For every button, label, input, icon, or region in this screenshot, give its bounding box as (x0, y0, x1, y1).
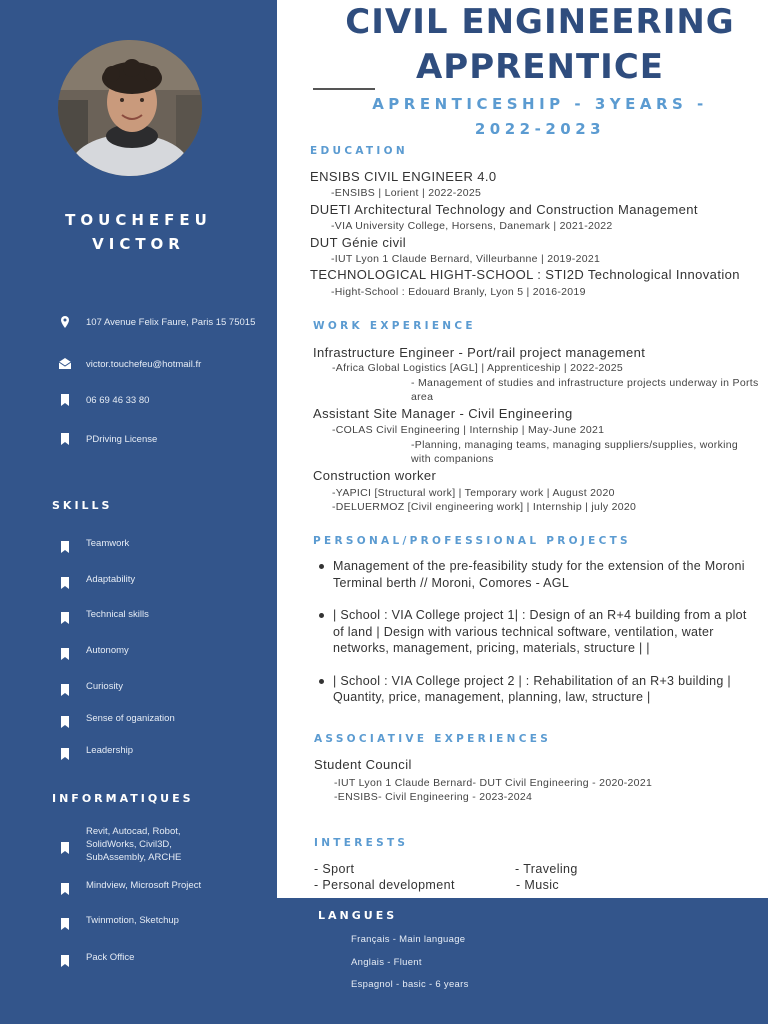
bookmark-icon (60, 915, 70, 927)
work-detail: -YAPICI [Structural work] | Temporary work | August 2020 (332, 487, 615, 499)
work-detail: -DELUERMOZ [Civil engineering work] | Internship | july 2020 (332, 501, 637, 513)
interests-heading: INTERESTS (314, 837, 409, 849)
langues-heading: LANGUES (318, 909, 398, 922)
skill-item (60, 680, 270, 693)
page-title-line2: APPRENTICE (415, 47, 665, 87)
address-text: 107 Avenue Felix Faure, Paris 15 75015 (86, 317, 256, 328)
work-task: - Management of studies and infrastructure projects underway in Ports area (411, 377, 759, 403)
envelope-icon (58, 356, 72, 370)
subtitle-line1: APRENTICESHIP - 3YEARS - (372, 95, 708, 113)
skill-item (60, 573, 270, 586)
skill-item (60, 744, 270, 757)
software-label: Pack Office (86, 952, 135, 963)
bookmark-icon (60, 574, 70, 586)
software-item (60, 951, 270, 964)
associative-detail: -IUT Lyon 1 Claude Bernard- DUT Civil Engineering - 2020-2021 (334, 777, 653, 789)
profile-photo (58, 40, 202, 176)
name-first-line: TOUCHEFEU (65, 211, 212, 229)
education-heading: EDUCATION (310, 145, 408, 157)
bookmark-icon (60, 538, 70, 550)
email-text[interactable]: victor.touchefeu@hotmail.fr (86, 359, 202, 370)
language-item: Français - Main language (351, 934, 466, 945)
skill-label: Sense of oganization (86, 713, 175, 724)
education-detail: -VIA University College, Horsens, Danemark | 2021-2022 (331, 220, 613, 232)
bookmark-icon (60, 609, 70, 621)
license-text: PDriving License (86, 434, 158, 445)
work-task: -Planning, managing teams, managing suppliers/supplies, working with companions (411, 439, 739, 465)
location-pin-icon (58, 314, 72, 328)
software-item (60, 879, 270, 892)
software-label: Twinmotion, Sketchup (86, 915, 179, 926)
bookmark-icon (60, 645, 70, 657)
title-divider (313, 88, 375, 90)
interest-item: - Sport (314, 862, 355, 876)
associative-heading: ASSOCIATIVE EXPERIENCES (314, 733, 552, 745)
bookmark-icon (60, 839, 70, 851)
software-label: Mindview, Microsoft Project (86, 880, 202, 891)
bookmark-icon (60, 713, 70, 725)
skill-label: Teamwork (86, 538, 130, 549)
subtitle-line2: 2022-2023 (474, 120, 606, 138)
informatiques-heading: INFORMATIQUES (52, 792, 194, 805)
education-title: TECHNOLOGICAL HIGHT-SCHOOL : STI2D Technological Innovation (310, 267, 740, 282)
contact-email[interactable] (58, 358, 268, 371)
bookmark-icon (60, 681, 70, 693)
contact-phone (58, 394, 268, 407)
software-item (60, 825, 270, 864)
skill-label: Leadership (86, 745, 134, 756)
associative-title: Student Council (314, 757, 412, 772)
bookmark-icon (60, 880, 70, 892)
language-item: Espagnol - basic - 6 years (351, 979, 469, 990)
work-detail: -Africa Global Logistics [AGL] | Apprenticeship | 2022-2025 (332, 362, 624, 374)
bookmark-icon (60, 745, 70, 757)
bookmark-icon (58, 431, 72, 445)
skills-heading: SKILLS (52, 499, 113, 512)
work-detail: -COLAS Civil Engineering | Internship | May-June 2021 (332, 424, 605, 436)
list-item: Management of the pre-feasibility study for the extension of the Moroni Terminal berth // Moroni, Comores - AGL (333, 558, 753, 591)
bookmark-icon (60, 952, 70, 964)
list-item: | School : VIA College project 2 | : Rehabilitation of an R+3 building | Quantity, price, management, planning, law, structure | (333, 673, 753, 706)
work-title: Assistant Site Manager - Civil Engineering (313, 406, 573, 421)
contact-address (58, 316, 268, 329)
work-title: Construction worker (313, 468, 437, 483)
interest-item: - Music (516, 878, 560, 892)
skill-label: Curiosity (86, 681, 123, 692)
bookmark-icon (58, 392, 72, 406)
work-title: Infrastructure Engineer - Port/rail project management (313, 345, 646, 360)
education-title: ENSIBS CIVIL ENGINEER 4.0 (310, 169, 497, 184)
skill-label: Adaptability (86, 574, 136, 585)
name-second-line: VICTOR (92, 235, 185, 253)
skill-label: Autonomy (86, 645, 129, 656)
skill-item (60, 644, 270, 657)
software-item (60, 914, 270, 927)
education-title: DUT Génie civil (310, 235, 407, 250)
education-detail: -Hight-School : Edouard Branly, Lyon 5 | 2016-2019 (331, 286, 586, 298)
list-item: | School : VIA College project 1| : Design of an R+4 building from a plot of land | Design with various technical software, ventilation, water networks, management, pricing, materials, structure | | (333, 607, 753, 657)
associative-detail: -ENSIBS- Civil Engineering - 2023-2024 (334, 791, 533, 803)
projects-heading: PERSONAL/PROFESSIONAL PROJECTS (313, 535, 631, 547)
projects-list (333, 558, 753, 722)
work-heading: WORK EXPERIENCE (313, 320, 476, 332)
software-label: Revit, Autocad, Robot, SolidWorks, Civil3D, SubAssembly, ARCHE (86, 826, 182, 863)
contact-license (58, 433, 268, 446)
page-title-line1: CIVIL ENGINEERING (345, 2, 735, 42)
interest-item: - Personal development (314, 878, 455, 892)
interest-item: - Traveling (515, 862, 578, 876)
skill-label: Technical skills (86, 609, 149, 620)
skill-item (60, 537, 270, 550)
education-detail: -IUT Lyon 1 Claude Bernard, Villeurbanne | 2019-2021 (331, 253, 601, 265)
education-detail: -ENSIBS | Lorient | 2022-2025 (331, 187, 482, 199)
skill-item (60, 608, 270, 621)
skill-item (60, 712, 270, 725)
language-item: Anglais - Fluent (351, 957, 422, 968)
phone-text: 06 69 46 33 80 (86, 395, 150, 406)
education-title: DUETI Architectural Technology and Construction Management (310, 202, 698, 217)
